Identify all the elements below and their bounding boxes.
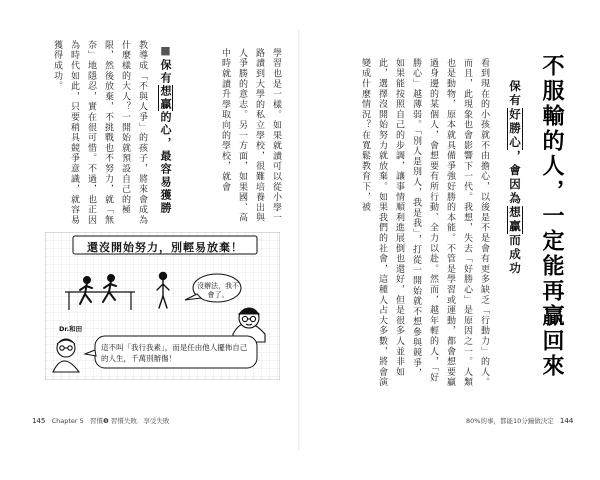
page-number-left: 145 [32, 417, 46, 425]
footer-chapter-title: 習慣❺ 習慣失敗．享受失敗 [89, 417, 170, 425]
doctor-label: Dr.和田 [59, 325, 83, 333]
small-speech-bubble: 沒辦法，我不會了。 [197, 282, 239, 299]
subtitle-highlight-1: 好勝心 [508, 108, 522, 150]
left-body-text-section: 學習也是一樣。如果就讀可以從小學一路讀到大學的私立學校，很難培養出與人爭勝的意志。另一方面，如果國、高中時就讀升學取向的學校，就會 [220, 48, 281, 224]
comic-panel [45, 232, 280, 380]
right-page [300, 0, 600, 480]
left-footer [32, 416, 169, 425]
chapter-title: 不服輸的人，一定能再贏回來 [539, 54, 564, 379]
right-footer [466, 416, 573, 425]
big-speech-bubble: 這不叫「我行我素」，而是任由他人擺佈自己的人生，千萬別辦傷！ [101, 343, 248, 363]
footer-chapter: Chapter 5 [51, 417, 84, 425]
section-heading: ■保有想贏的心，最容易獲勝 [159, 44, 172, 215]
left-body-text-top: 教導成「不與人爭」的孩子，將來會成為什麼樣的大人？一開始就預設自己的極限，然後放棄，不挑戰也不努力，就「無奈」地隱忍，實在很可惜。不過，也正因為時代如此，只要稍具競爭意識，就容易獲得成功。 [52, 40, 147, 226]
heading-square-icon: ■ [159, 44, 172, 59]
right-body-text: 看到現在的小孩就不由擔心，以後是不是會有更多缺乏「行動力」的人。而且，此現象也會影響下一代。我想，失去「好勝心」是原因之一。人類也是動物，原本就具備爭強好勝的本能。不管是學習或運動，都會想要贏過身邊的某個人，會想要有所行動、全力以赴。然而，越年輕的人，「好勝心」越薄弱。「別人是別人，我是我」，打從一開始就不想參與競爭，如果能按照自己的步調，讓事情順利進展倒也還好，但是很多人並非如此，選擇沒開始努力就放棄。如果我們的社會，這種人占大多數，將會演變成什麼情況？在寬鬆教育下，被 [360, 58, 489, 388]
subtitle-highlight-2: 想贏 [508, 206, 522, 234]
footer-book-title: 80%的事，都能10分鐘做決定 [466, 417, 554, 425]
comic-title: 還沒開始努力，別輕易放棄！ [87, 241, 243, 254]
heading-highlight: 想贏 [159, 85, 172, 111]
chapter-subtitle: 保有好勝心，會因為想贏而成功 [508, 80, 522, 276]
page-number-right: 144 [559, 417, 574, 425]
